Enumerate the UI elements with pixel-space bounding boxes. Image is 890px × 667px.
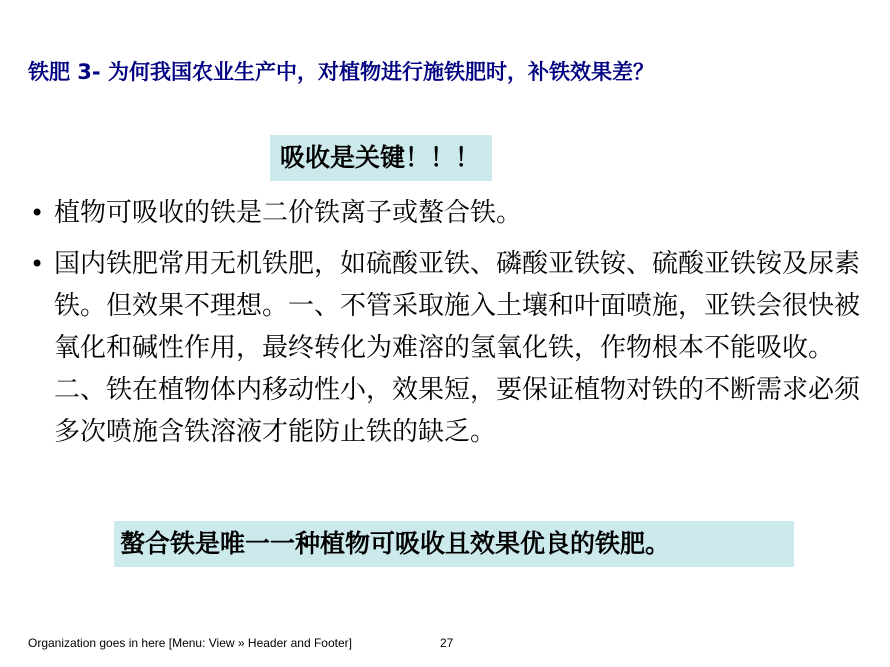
bullet-text: 国内铁肥常用无机铁肥，如硫酸亚铁、磷酸亚铁铵、硫酸亚铁铵及尿素铁。但效果不理想。一、不管采取施入土壤和叶面喷施，亚铁会很快被氧化和碱性作用，最终转化为难溶的氢氧化铁，作物根本不能吸收。二、铁在植物体内移动性小，效果短，要保证植物对铁的不断需求必须多次喷施含铁溶液才能防止铁的缺乏。 <box>54 249 861 447</box>
bullet-item-absorbable-iron <box>28 192 868 234</box>
callout-key-absorption: 吸收是关键！！！ <box>270 135 492 181</box>
footer-organization: Organization goes in here [Menu: View » Header and Footer] <box>28 636 352 650</box>
bullet-text: 植物可吸收的铁是二价铁离子或螯合铁。 <box>54 198 523 228</box>
bullet-marker: • <box>30 250 45 278</box>
bullet-marker: • <box>30 199 45 227</box>
bullet-item-inorganic-fertilizers <box>28 243 868 453</box>
bullet-list <box>28 192 868 462</box>
slide-title: 铁肥 3- 为何我国农业生产中，对植物进行施铁肥时，补铁效果差？ <box>28 60 654 84</box>
callout-chelated-iron-conclusion: 螯合铁是唯一一种植物可吸收且效果优良的铁肥。 <box>114 521 794 567</box>
footer-page-number: 27 <box>440 636 454 650</box>
